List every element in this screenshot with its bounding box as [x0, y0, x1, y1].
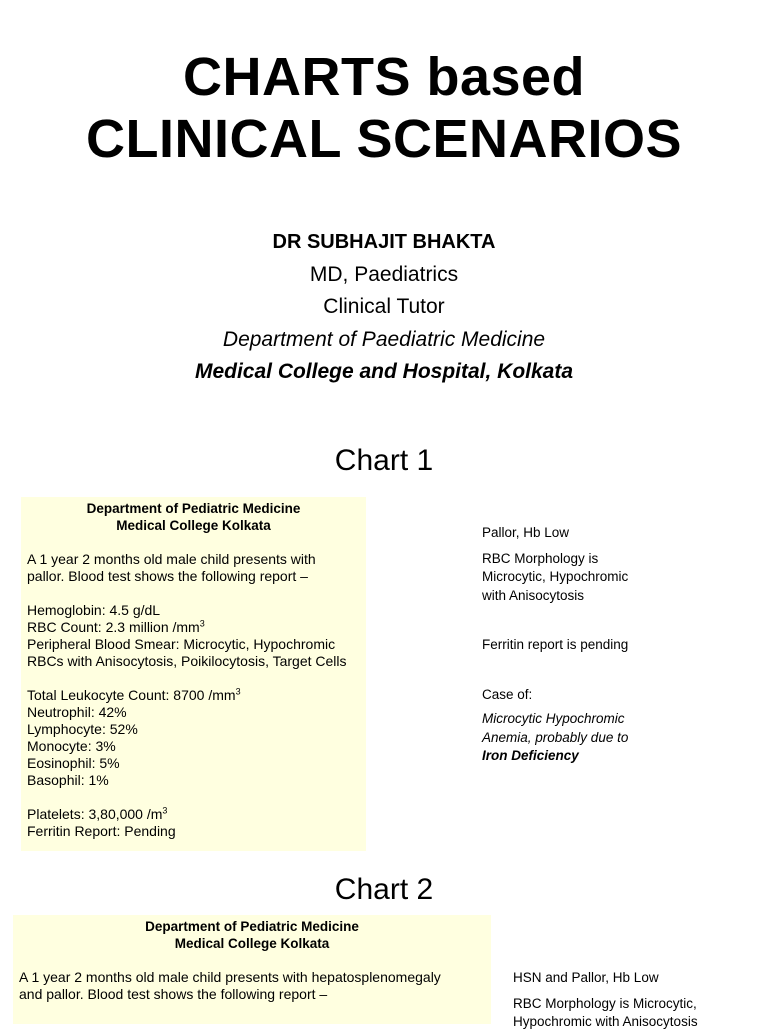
- note-case-of: Case of:: [482, 686, 533, 702]
- page-title: [0, 46, 768, 170]
- report-platelets: Platelets: 3,80,000 $/m^3$: [27, 805, 168, 822]
- report-hemoglobin: Hemoglobin: 4.5 g/dL: [27, 602, 161, 618]
- report-tlc: Total Leukocyte Count: 8700 $/mm^3$: [27, 686, 241, 703]
- chart-1-report-box: [21, 497, 366, 851]
- report-dept: Department of Pediatric Medicine: [86, 501, 301, 516]
- report-intro-line-2: and pallor. Blood test shows the following report –: [19, 986, 328, 1002]
- note-morphology-line-2: Microcytic, Hypochromic: [482, 569, 629, 584]
- note-diagnosis-line-3: Iron Deficiency: [482, 748, 579, 763]
- chart-2-report-box: [13, 915, 491, 1024]
- note-hsn-pallor: HSN and Pallor, Hb Low: [513, 970, 659, 985]
- note-morphology-line-1: RBC Morphology is: [482, 550, 599, 566]
- note-ferritin: Ferritin report is pending: [482, 637, 629, 652]
- report-smear-line-1: Peripheral Blood Smear: Microcytic, Hypochromic: [27, 636, 336, 652]
- report-ferritin: Ferritin Report: Pending: [27, 823, 176, 839]
- report-smear-line-2: RBCs with Anisocytosis, Poikilocytosis, Target Cells: [27, 653, 347, 669]
- chart-1-heading: Chart 1: [334, 444, 434, 477]
- report-monocyte: Monocyte: 3%: [27, 738, 116, 754]
- note-morphology-line-2: Hypochromic with Anisocytosis: [513, 1014, 698, 1029]
- report-neutrophil: Neutrophil: 42%: [27, 704, 127, 720]
- report-basophil: Basophil: 1%: [27, 772, 109, 788]
- author-degree: MD, Paediatrics: [309, 262, 459, 286]
- chart-2-notes: [513, 969, 763, 1032]
- author-name: DR SUBHAJIT BHAKTA: [272, 231, 496, 253]
- chart-2-heading: Chart 2: [334, 873, 434, 906]
- note-diagnosis-line-2: Anemia, probably due to: [482, 729, 629, 745]
- report-intro-line-1: A 1 year 2 months old male child presents with: [27, 551, 316, 567]
- report-lymphocyte: Lymphocyte: 52%: [27, 721, 138, 737]
- report-dept: Department of Pediatric Medicine: [145, 919, 359, 934]
- author-department: Department of Paediatric Medicine: [222, 327, 546, 351]
- note-diagnosis-line-1: Microcytic Hypochromic: [482, 711, 625, 726]
- report-intro-line-2: pallor. Blood test shows the following report –: [27, 568, 308, 584]
- report-college: Medical College Kolkata: [116, 518, 271, 533]
- chart-1-notes: [482, 524, 752, 766]
- author-position: Clinical Tutor: [323, 295, 445, 318]
- author-college: Medical College and Hospital, Kolkata: [194, 360, 574, 383]
- note-pallor: Pallor, Hb Low: [482, 525, 570, 540]
- title-line-2: CLINICAL SCENARIOS: [85, 109, 683, 169]
- report-rbc-count: RBC Count: 2.3 million $/mm^3$: [27, 618, 205, 635]
- report-college: Medical College Kolkata: [174, 936, 330, 951]
- report-intro-line-1: A 1 year 2 months old male child presents with hepatosplenomegaly: [19, 969, 441, 985]
- note-morphology-line-3: with Anisocytosis: [482, 587, 585, 603]
- note-morphology-line-1: RBC Morphology is Microcytic,: [513, 995, 697, 1011]
- title-line-1: CHARTS based: [182, 47, 586, 107]
- report-eosinophil: Eosinophil: 5%: [27, 755, 120, 771]
- author-block: [0, 226, 768, 389]
